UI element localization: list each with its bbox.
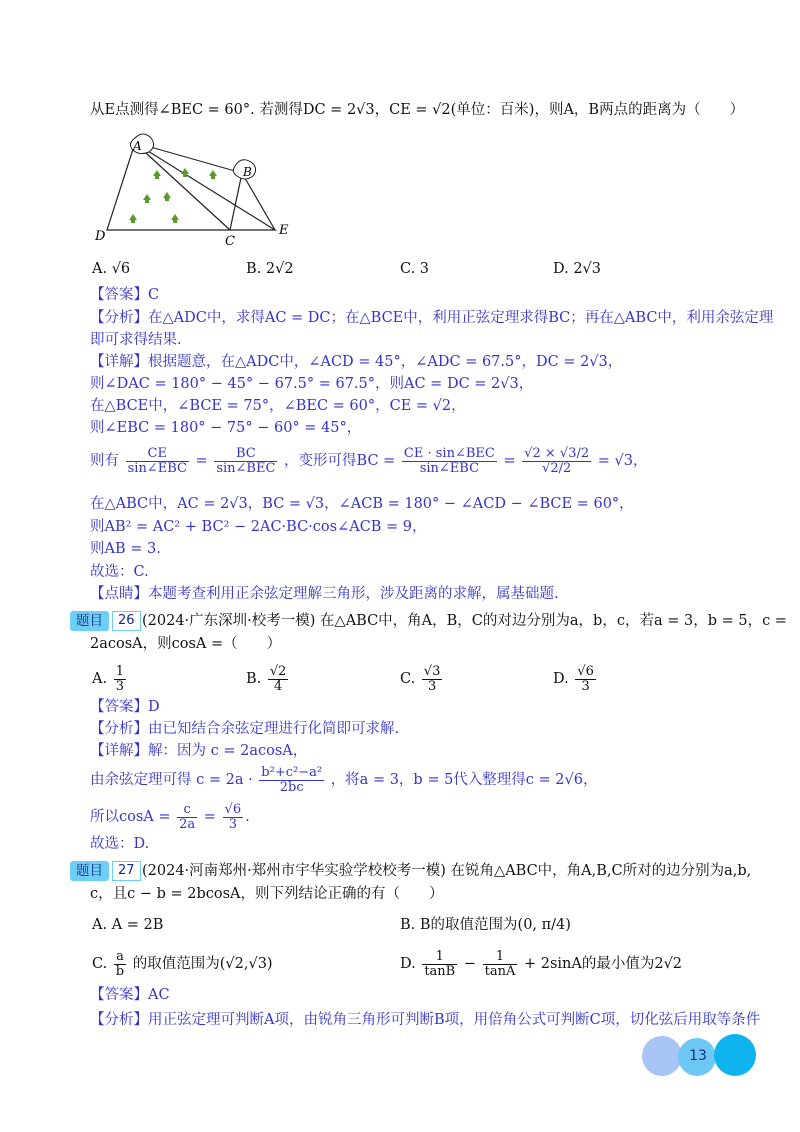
question-number: 26 [112, 611, 141, 631]
option-b: B. 2√2 [246, 261, 294, 277]
detail-line-6: 在△ABC中，AC = 2√3，BC = √3，∠ACB = 180° − ∠ACD − ∠BCE = 60°， [90, 496, 634, 512]
q27-answer: 【答案】AC [90, 987, 170, 1003]
label-B: B [243, 165, 252, 179]
q26-analysis: 【分析】由已知结合余弦定理进行化简即可求解. [90, 721, 400, 737]
analysis-line-1: 【分析】在△ADC中，求得AC = DC；在△BCE中，利用正弦定理求得BC；再在△ABC中，利用余弦定理 [90, 310, 774, 326]
option-d: D. 2√3 [553, 261, 602, 277]
q27-option-a: A. A = 2B [92, 917, 164, 933]
detail-line-3: 在△BCE中，∠BCE = 75°，∠BEC = 60°，CE = √2， [90, 398, 466, 414]
answer: 【答案】C [90, 287, 160, 303]
tree-icon [209, 170, 217, 179]
tree-icon [163, 192, 171, 201]
q26-option-d: D. $\frac{√6}{3}$ [553, 663, 594, 694]
tree-icon [171, 214, 179, 223]
detail-5-prefix: 则有 [90, 453, 119, 469]
page-circle-right [714, 1034, 756, 1076]
tree-icon [143, 194, 151, 203]
fraction-bc: $\frac{BC}{\text{sin∠BEC}}$ [216, 445, 276, 476]
detail-line-2: 则∠DAC = 180° − 45° − 67.5° = 67.5°，则AC = DC = 2√3， [90, 376, 534, 392]
q27-line-2: c，且c − b = 2bcosA，则下列结论正确的有（ ） [90, 886, 444, 902]
option-c: C. 3 [400, 261, 430, 277]
analysis-line-2: 即可求得结果. [90, 332, 182, 348]
q26-detail-3: 所以cosA = $\frac{c}{2a}$ = $\frac{√6}{3}$ . [90, 801, 250, 832]
detail-line-4: 则∠EBC = 180° − 75° − 60° = 45°， [90, 420, 362, 436]
question-number: 27 [112, 861, 141, 881]
tree-icon [153, 170, 161, 179]
detail-line-5: 则有 $\frac{CE}{\text{sin∠EBC}}$ = $\frac{BC}{\text{sin∠BEC}}$ ，变形可得BC = $\frac{\text{CE · sin∠BEC}}{\text{sin∠EBC}}$ = $\frac{√2 \times √3/2}{√2/2}$ = √3， [90, 445, 648, 476]
detail-5-end: = √3， [597, 453, 648, 469]
detail-line-1: 【详解】根据题意，在△ADC中，∠ACD = 45°，∠ADC = 67.5°，DC = 2√3， [90, 354, 623, 370]
q26-option-a: A. $\frac{1}{3}$ [92, 663, 124, 694]
triangle-BCE [230, 173, 275, 230]
detail-line-8: 则AB = 3. [90, 541, 161, 557]
page-number: 13 [689, 1048, 707, 1064]
q27-analysis: 【分析】用正弦定理可判断A项，由锐角三角形可判断B项，用倍角公式可判断C项，切化弦后用取等条件 [90, 1012, 761, 1028]
fraction-ce: $\frac{CE}{\text{sin∠EBC}}$ [127, 445, 187, 476]
comment-line: 【点睛】本题考查利用正余弦定理解三角形，涉及距离的求解，属基础题. [90, 586, 559, 602]
question-tag: 题目 [70, 611, 109, 631]
q26-option-b: B. $\frac{√2}{4}$ [246, 663, 287, 694]
label-C: C [225, 234, 235, 249]
label-A: A [133, 139, 142, 153]
fraction-cosine-law: $\frac{\text{b²+c²−a²}}{2bc}$ [261, 764, 323, 795]
q26-answer: 【答案】D [90, 699, 160, 715]
tree-icons [129, 168, 217, 223]
q27-line-1: (2024·河南郑州·郑州市宇华实验学校校考一模) 在锐角△ABC中，角A,B,C所对的边分别为a,b, [142, 863, 752, 879]
question-tag: 题目 [70, 861, 109, 881]
q27-option-b: B. B的取值范围为(0, π/4) [400, 917, 571, 933]
label-D: D [95, 229, 106, 244]
q27-option-c: C. $\frac{a}{b}$ 的取值范围为(√2,√3) [92, 948, 273, 979]
q26-detail-2: 由余弦定理可得 c = 2a · $\frac{\text{b²+c²−a²}}{2bc}$ ，将a = 3，b = 5代入整理得c = 2√6， [90, 764, 598, 795]
q26-detail-1: 【详解】解：因为 c = 2acosA， [90, 743, 308, 759]
q26-line-2: 2acosA，则cosA =（ ） [90, 636, 282, 652]
option-a: A. √6 [92, 261, 131, 277]
page-circle-left [642, 1036, 682, 1076]
tree-icon [129, 214, 137, 223]
q26-choose: 故选：D. [90, 836, 150, 852]
triangle-figure [95, 128, 295, 253]
detail-5-mid: ，变形可得BC = [284, 453, 396, 469]
question-line: 从E点测得∠BEC = 60°. 若测得DC = 2√3，CE = √2(单位：百米)，则A，B两点的距离为（ ） [90, 102, 745, 118]
q26-line-1: (2024·广东深圳·校考一模) 在△ABC中，角A，B，C的对边分别为a，b，c，若a = 3，b = 5，c = [142, 613, 787, 629]
label-E: E [279, 223, 289, 238]
fraction-numeric: $\frac{√2 \times √3/2}{√2/2}$ [524, 445, 590, 476]
q26-option-c: C. $\frac{√3}{3}$ [400, 663, 441, 694]
fraction-bc-expr: $\frac{\text{CE · sin∠BEC}}{\text{sin∠EBC}}$ [403, 445, 495, 476]
q27-option-d: D. $\frac{1}{\tan B}$ − $\frac{1}{\tan A}$ + 2sinA的最小值为2√2 [400, 948, 683, 979]
choose-line: 故选：C. [90, 564, 149, 580]
detail-line-7: 则AB² = AC² + BC² − 2AC·BC·cos∠ACB = 9， [90, 519, 427, 535]
